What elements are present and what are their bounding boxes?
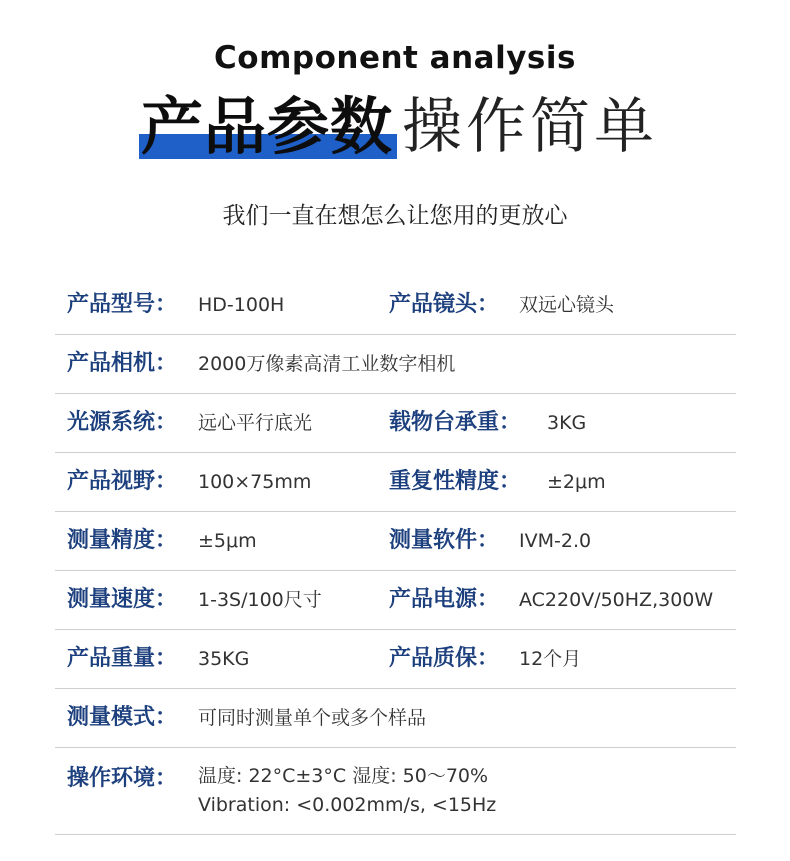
subtitle: 我们一直在想怎么让您用的更放心: [222, 203, 568, 229]
spec-value: 远心平行底光: [198, 412, 313, 434]
spec-label: 产品相机：: [67, 351, 178, 376]
spec-value: IVM-2.0: [519, 530, 592, 552]
spec-label: 产品视野：: [67, 469, 178, 494]
spec-value-line: 温度: 22°C±3°C 湿度: 50～70%: [198, 765, 489, 787]
spec-value: ±5μm: [198, 530, 257, 552]
spec-value: 2000万像素高清工业数字相机: [198, 353, 456, 375]
spec-value: 35KG: [198, 648, 250, 670]
spec-label: 光源系统：: [67, 410, 178, 435]
spec-value: 100×75mm: [198, 471, 312, 493]
spec-label: 操作环境：: [67, 766, 178, 791]
title-chinese: [0, 88, 790, 168]
spec-value: ±2μm: [547, 471, 606, 493]
spec-row: [55, 630, 736, 689]
spec-label: 测量精度：: [67, 528, 178, 553]
spec-value: 3KG: [547, 412, 587, 434]
spec-row: [55, 276, 736, 335]
spec-label: 载物台承重：: [389, 410, 522, 435]
title-english: Component analysis: [214, 40, 576, 76]
spec-row: [55, 689, 736, 748]
spec-row: [55, 453, 736, 512]
spec-value-line: Vibration: <0.002mm/s, <15Hz: [198, 794, 497, 816]
spec-row: [55, 512, 736, 571]
title-chinese-bold: 产品参数: [141, 90, 394, 163]
spec-value: AC220V/50HZ,300W: [519, 589, 714, 611]
spec-label: 测量速度：: [67, 587, 178, 612]
spec-row: [55, 335, 736, 394]
spec-label: 产品重量：: [67, 646, 178, 671]
spec-label: 测量模式：: [67, 705, 178, 730]
title-chinese-light: 操作简单: [402, 92, 658, 162]
spec-table: [55, 276, 736, 835]
spec-label: 产品电源：: [389, 587, 500, 612]
spec-value-multiline: [198, 762, 496, 820]
spec-label: 产品镜头：: [389, 292, 500, 317]
spec-row: [55, 748, 736, 835]
spec-value: 双远心镜头: [519, 294, 615, 316]
spec-value: 12个月: [519, 648, 582, 670]
spec-label: 产品型号：: [67, 292, 178, 317]
spec-label: 产品质保：: [389, 646, 500, 671]
spec-value: HD-100H: [198, 294, 285, 316]
spec-row: [55, 394, 736, 453]
spec-value: 可同时测量单个或多个样品: [198, 707, 427, 729]
spec-label: 重复性精度：: [389, 469, 522, 494]
spec-label: 测量软件：: [389, 528, 500, 553]
spec-row: [55, 571, 736, 630]
spec-value: 1-3S/100尺寸: [198, 589, 322, 611]
